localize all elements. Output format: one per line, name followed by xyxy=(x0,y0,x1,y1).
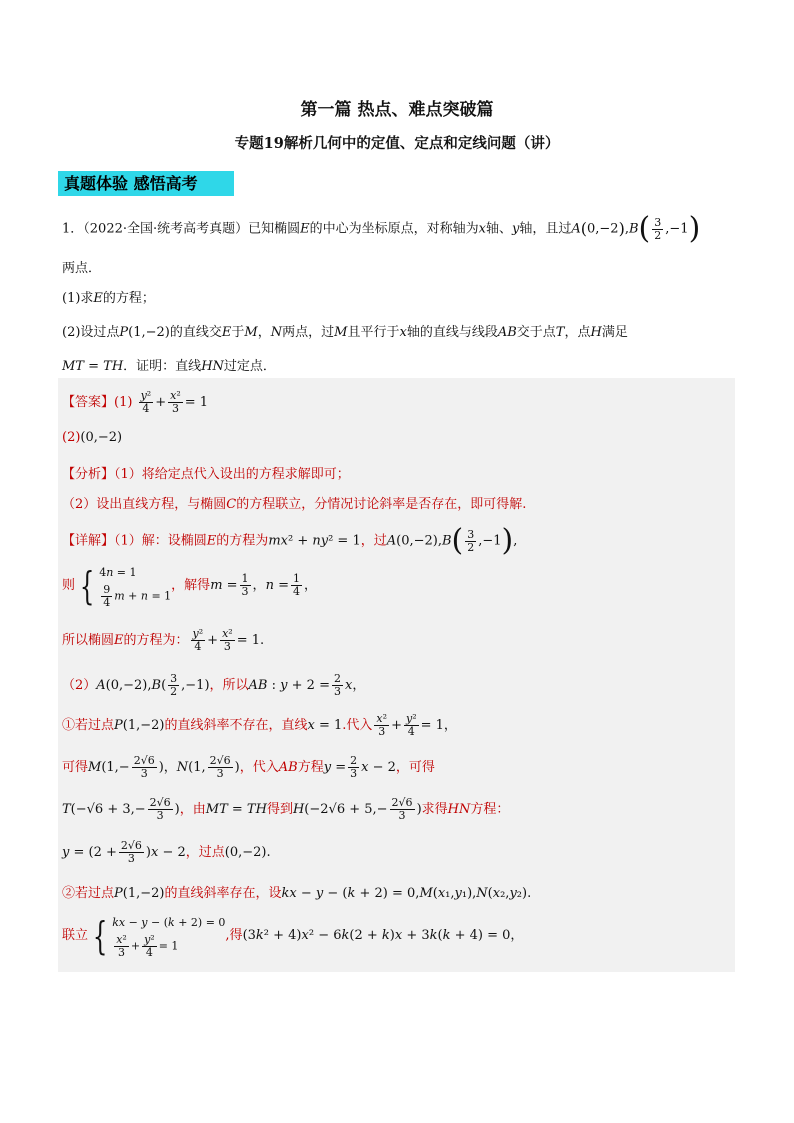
problem-line-1: 1．（2022·全国·统考高考真题）已知椭圆E的中心为坐标原点，对称轴为x轴、y轴，且过A(0,−2),B( $\frac{3}{2}$ ,−1) xyxy=(62,211,701,246)
case-1: ①若过点P(1,−2)的直线斜率不存在，直线x = 1.代入 $\frac{\text{x²}}{3}$ + $\frac{\text{y²}}{4}$ = 1， xyxy=(62,712,457,738)
question-2: (2)设过点P(1,−2)的直线交E于M，N两点，过M且平行于x轴的直线与线段AB交于点T，点H满足 xyxy=(62,325,628,340)
detail-system-1: 则 { 4n = 1 $\frac{9}{4}$ m + n = 1 ，解得m = $\frac{1}{3}$ ，n = $\frac{1}{4}$ ， xyxy=(62,563,317,609)
page-subtitle: 专题19解析几何中的定值、定点和定线问题（讲） xyxy=(234,135,560,152)
analysis-line-2: （2）设出直线方程，与椭圆C的方程联立，分情况讨论斜率是否存在，即可得解. xyxy=(62,497,527,512)
answer-line-2: (2)(0,−2) xyxy=(62,430,123,445)
case-1-hn: y = (2 + $\frac{2√6}{3}$ )x − 2，过点(0,−2). xyxy=(62,839,271,865)
problem-line-2: 两点． xyxy=(62,261,102,276)
question-2-cont: MT = TH．证明：直线HN过定点． xyxy=(62,359,276,374)
detail-ellipse: 所以椭圆E的方程为： $\frac{\text{y²}}{4}$ + $\frac{\text{x²}}{3}$ = 1. xyxy=(62,627,265,653)
case-1-mn: 可得M(1,− $\frac{2√6}{3}$ )，N(1, $\frac{2√6}{3}$ )，代入AB方程y = $\frac{2}{3}$ x − 2，可得 xyxy=(62,754,435,780)
detail-line-1: 【详解】（1）解：设椭圆E的方程为mx² + ny² = 1，过A(0,−2),B( $\frac{3}{2}$ ,−1), xyxy=(62,523,518,558)
page-title: 第一篇 热点、难点突破篇 xyxy=(300,100,494,120)
answer-line-1: 【答案】(1) $\frac{\text{y²}}{4}$ + $\frac{\text{x²}}{3}$ = 1 xyxy=(62,389,209,415)
case-2: ②若过点P(1,−2)的直线斜率存在，设kx − y − (k + 2) = 0,M(x₁,y₁),N(x₂,y₂). xyxy=(62,886,532,901)
question-1: (1)求E的方程； xyxy=(62,291,155,306)
analysis-line-1: 【分析】（1）将给定点代入设出的方程求解即可； xyxy=(62,467,350,482)
detail-part-2: （2）A(0,−2),B( $\frac{3}{2}$ ,−1)，所以AB : y + 2 = $\frac{2}{3}$ x， xyxy=(62,672,366,698)
section-banner: 真题体验 感悟高考 xyxy=(58,171,234,196)
case-2-system: 联立 { kx − y − (k + 2) = 0 $\frac{\text{x²}}{3}$ + $\frac{\text{y²}}{4}$ = 1 ,得(3k² + 4)x² − 6k(2 + k)x + 3k(k + 4) = 0， xyxy=(62,913,524,959)
case-1-th: T(−√6 + 3,− $\frac{2√6}{3}$ )，由MT = TH得到H(−2√6 + 5,− $\frac{2√6}{3}$ )求得HN方程： xyxy=(62,796,510,822)
